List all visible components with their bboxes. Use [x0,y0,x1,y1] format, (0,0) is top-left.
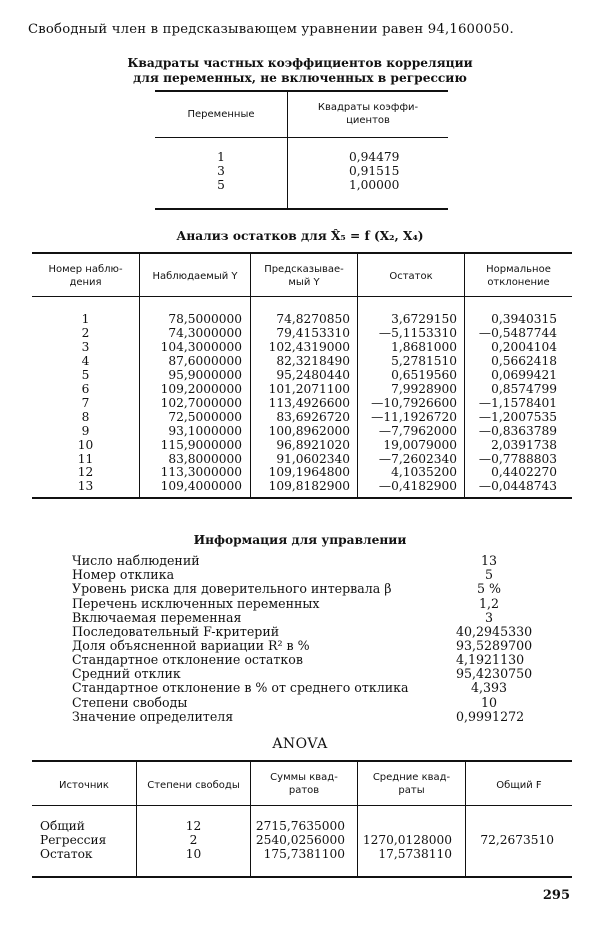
control-value: 93,5289700 [456,637,533,653]
table-cell: 91,0602340 [276,451,350,466]
table-cell: 2,0391738 [491,437,557,452]
table-cell: 11 [77,451,94,466]
table-cell: 0,94479 [349,150,400,164]
residuals-header-pred-1: Предсказывае- [264,264,344,275]
table-cell: 2540,0256000 [255,833,345,847]
control-value: 3 [484,609,493,625]
table-cell: 104,3000000 [160,339,242,354]
residuals-header-obs-1: Номер наблю- [48,264,123,275]
table-cell: —1,1578401 [478,395,557,410]
table-cell: —1,2007535 [478,409,557,424]
table-cell: 113,3000000 [160,465,242,480]
table-cell: —0,0448743 [478,479,557,494]
table-cell: 4,1035200 [391,465,457,480]
control-label: Степени свободы [72,694,188,710]
control-value: 4,393 [470,680,508,696]
table-cell: 74,3000000 [168,325,242,340]
table-cell: 72,2673510 [480,833,554,847]
control-value: 95,4230750 [456,666,533,682]
table-cell: 109,1964800 [268,465,350,480]
table-cell: 0,6519560 [391,367,457,382]
table-cell: 72,5000000 [168,409,242,424]
partial-corr-bottom-rule [155,208,448,210]
table-cell: 6 [81,381,90,396]
anova-header-ms-2: раты [398,785,425,796]
residuals-bottom-rule [32,497,572,499]
table-cell: 9 [81,423,90,438]
table-cell: 4 [81,353,90,368]
table-cell: 5 [81,367,90,382]
table-cell: 0,0699421 [491,367,557,382]
anova-title: ANOVA [272,736,328,752]
residuals-divider-2 [250,253,251,498]
table-cell: 13 [77,479,94,494]
control-value: 40,2945330 [456,623,533,639]
table-cell: Регрессия [40,833,107,847]
table-cell: 10 [185,847,202,861]
table-cell: 1 [217,150,225,164]
control-value: 0,9991272 [456,708,525,724]
table-cell: —0,4182900 [378,479,457,494]
anova-header-ss-2: ратов [288,785,320,796]
control-value: 1,2 [478,595,500,611]
control-value: 13 [480,553,498,568]
anova-bottom-rule [32,876,572,878]
table-cell: 175,7381100 [263,847,345,861]
anova-header-ss-1: Суммы квад- [270,772,338,783]
table-cell: 109,8182900 [268,479,350,494]
page-number: 295 [542,888,570,903]
table-cell: 79,4153310 [276,325,350,340]
table-cell: 0,8574799 [491,381,557,396]
control-label: Средний отклик [72,666,181,682]
table-cell: 2 [81,325,90,340]
table-cell: 101,2071100 [268,381,350,396]
table-cell: 83,6926720 [276,409,350,424]
table-cell: 2715,7635000 [255,819,345,833]
anova-header-rule [32,805,572,806]
table-cell: 8 [81,409,90,424]
table-cell: 109,4000000 [160,479,242,494]
table-cell: 113,4926600 [268,395,350,410]
control-value: 10 [480,694,498,710]
table-cell: 5 [217,178,225,192]
partial-corr-header-val-2: циентов [346,115,390,126]
table-cell: 3 [217,164,225,178]
partial-corr-header-val-1: Квадраты коэффи- [317,102,419,113]
table-cell: 3 [81,339,90,354]
table-cell: 1,8681000 [391,339,457,354]
table-cell: —5,1153310 [378,325,457,340]
table-cell: 102,7000000 [160,395,242,410]
control-label: Уровень риска для доверительного интервала β [72,581,392,597]
control-value: 5 % [477,581,501,597]
table-cell: 95,9000000 [168,367,242,382]
residuals-header-rule [32,296,572,297]
table-cell: 12 [185,819,202,833]
table-cell: 0,91515 [349,164,400,178]
partial-corr-title-1: Квадраты частных коэффициентов корреляции [127,56,473,70]
control-label: Номер отклика [72,567,175,583]
table-cell: 2 [189,833,198,847]
table-cell: 93,1000000 [168,423,242,438]
control-value: 5 [484,567,493,583]
table-cell: —7,2602340 [378,451,457,466]
anova-header-source: Источник [59,780,109,791]
table-cell: 7,9928900 [391,381,457,396]
table-cell: 82,3218490 [276,353,350,368]
table-cell: 95,2480440 [276,367,350,382]
table-cell: —0,5487744 [478,325,557,340]
table-cell: 5,2781510 [391,353,457,368]
anova-top-rule [32,760,572,762]
table-cell: Общий [40,819,85,833]
table-cell: Остаток [40,847,93,861]
table-cell: 7 [81,395,90,410]
table-cell: 115,9000000 [160,437,242,452]
table-cell: 19,0079000 [383,437,457,452]
table-cell: 0,5662418 [491,353,557,368]
table-cell: 10 [77,437,94,452]
table-cell: —7,7962000 [378,423,457,438]
residuals-header-pred-2: мый Y [288,277,320,288]
table-cell: —10,7926600 [371,395,457,410]
table-cell: 17,5738110 [378,847,452,861]
residuals-header-observed: Наблюдаемый Y [152,271,238,282]
anova-header-ms-1: Средние квад- [372,772,451,783]
table-cell: 1270,0128000 [362,833,452,847]
table-cell: 78,5000000 [168,312,242,326]
residuals-divider-3 [357,253,358,498]
control-label: Значение определителя [72,708,234,724]
control-label: Доля объясненной вариации R² в % [72,637,310,653]
control-label: Последовательный F-критерий [72,623,280,639]
table-cell: 1,00000 [349,178,400,192]
residuals-title: Анализ остатков для X̂₅ = f (X₂, X₄) [176,229,424,243]
table-cell: 0,2004104 [491,339,557,354]
table-cell: 102,4319000 [268,339,350,354]
control-label: Стандартное отклонение остатков [72,652,303,667]
table-cell: 0,4402270 [491,465,557,480]
anova-header-df: Степени свободы [147,780,240,791]
table-cell: 96,8921020 [276,437,350,452]
residuals-divider-4 [464,253,465,498]
table-cell: 1 [81,312,90,326]
residuals-header-norm-2: отклонение [487,277,550,288]
residuals-header-norm-1: Нормальное [486,264,551,275]
control-value: 4,1921130 [456,652,525,667]
table-cell: 109,2000000 [160,381,242,396]
residuals-top-rule [32,252,572,254]
control-label: Стандартное отклонение в % от среднего отклика [72,680,409,696]
partial-corr-header-rule [155,137,448,138]
table-cell: 12 [77,465,94,480]
control-label: Перечень исключенных переменных [72,595,320,611]
table-cell: —11,1926720 [371,409,457,424]
table-cell: 87,6000000 [168,353,242,368]
residuals-header-residual: Остаток [389,271,433,282]
residuals-divider-1 [139,253,140,498]
partial-corr-top-rule [155,90,448,92]
table-cell: 74,8270850 [276,312,350,326]
intro-text: Свободный член в предсказывающем уравнении равен 94,1600050. [28,22,514,37]
control-title: Информация для управлении [193,533,407,547]
partial-corr-header-var: Переменные [187,109,255,120]
table-cell: 3,6729150 [391,312,457,326]
table-cell: —0,8363789 [478,423,557,438]
control-label: Число наблюдений [72,553,200,568]
anova-header-f: Общий F [496,780,542,791]
table-cell: 83,8000000 [168,451,242,466]
partial-corr-title-2: для переменных, не включенных в регрессию [133,71,467,85]
table-cell: 100,8962000 [268,423,350,438]
table-cell: 0,3940315 [491,312,557,326]
control-label: Включаемая переменная [72,609,242,625]
residuals-header-obs-2: дения [69,277,102,288]
table-cell: —0,7788803 [478,451,557,466]
